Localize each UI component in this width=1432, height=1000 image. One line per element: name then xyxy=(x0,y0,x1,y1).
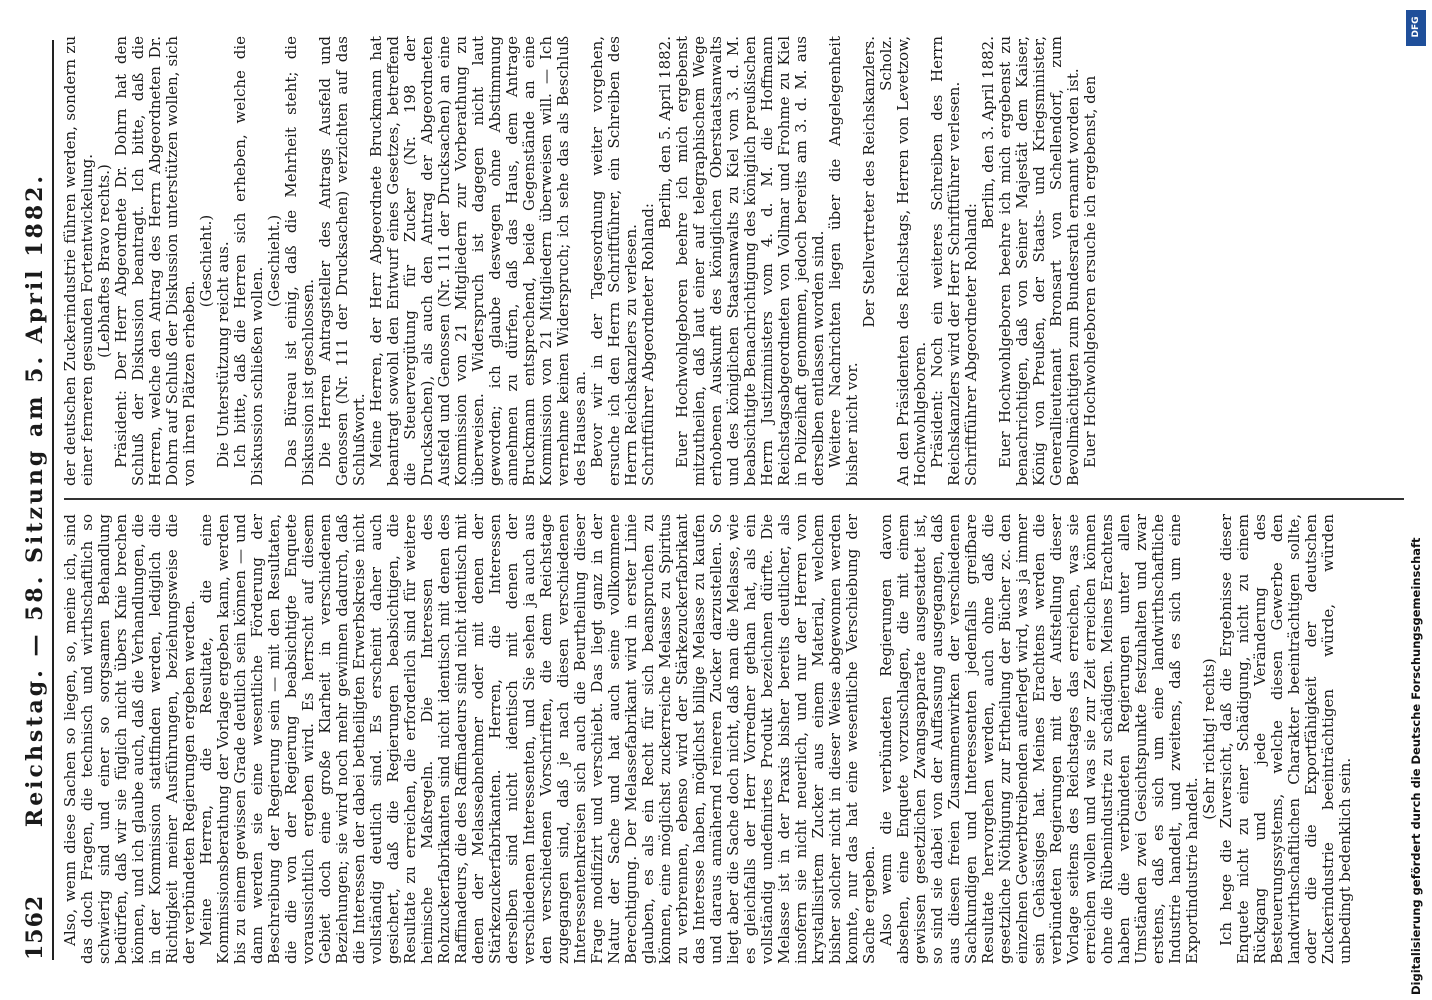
paragraph: Die Unterstützung reicht aus. xyxy=(214,241,232,468)
paragraph: Euer Hochwohlgeboren ersuche ich ergebenst, den xyxy=(1081,75,1099,468)
interjection: (Geschieht.) xyxy=(197,214,215,308)
letter-address: An den Präsidenten des Reichstags, Herren von Levetzow, Hochwohlgeboren. xyxy=(894,36,929,486)
letter-date: Berlin, den 3. April 1882. xyxy=(979,36,997,229)
paragraph: Ich hege die Zuversicht, daß die Ergebnisse dieser Enquete nicht zu einer Schädigung, nicht zu einem Rückgang und jede Veränderung des Besteuerungssystems, welche diesen Gewerbe den landwirthschaftlichen Charakter beeinträchtigen sollte, oder die die Exportfähigkeit der deutschen Zuckerindustrie beeinträchtigen würde, würden unbedingt bedenklich sein. xyxy=(1217,514,1354,964)
running-header xyxy=(8,40,54,960)
paragraph: Das Büreau ist einig, daß die Mehrheit steht; die Diskussion ist geschlossen. xyxy=(282,36,317,486)
paragraph: Meine Herren, die Resultate, die eine Kommissionsberathung der Vorlage ergeben kann, werden bis zu einem gewissen Grade deutlich sein können — und dann werden sie eine wesentliche Förderung der Beschreibung der Regierung sein — mit den Resultaten, die die von der Regierung beabsichtigte Enquete voraussichtlich ergeben wird. Es herrscht auf diesem Gebiet doch eine große Klarheit in verschiedenen Beziehungen; sie wird noch mehr gewinnen dadurch, daß die Interessen der dabei betheiligten Erwerbskreise nicht vollständig deutlich sind. Es erscheint daher auch gesichert, daß die Regierungen beabsichtigen, die Resultate zu erreichen, die erforderlich sind für weitere heimische Maßregeln. Die Interessen des Rohzuckerfabrikanten sind nicht identisch mit denen des Raffinadeurs, die des Raffinadeurs sind nicht identisch mit denen der Melasseabnehmer oder mit denen der Stärkezuckerfabrikanten. Herren, die Interessen derselben sind nicht identisch mit denen der verschiedenen Interessenten, und Sie sehen ja auch aus den verschiedenen Vorschriften, die dem Reichstage zugegangen sind, daß je nach diesen verschiedenen Interessentenkreisen sich auch die Beurtheilung dieser Frage modifizirt und verschiebt. Das liegt ganz in der Natur der Sache und hat auch seine vollkommene Berechtigung. Der Melassefabrikant wird in erster Linie glauben, es als ein Recht für sich beanspruchen zu können, eine möglichst zuckerreiche Melasse zu Spiritus zu verbrennen, ebenso wird der Stärkezuckerfabrikant das Interesse haben, möglichst billige Melasse zu kaufen und daraus annähernd reineren Zucker darzustellen. So liegt aber die Sache doch nicht, daß man die Melasse, wie es gleichfalls der Herr Vorredner gethan hat, als ein vollständig undefinirtes Produkt bezeichnen dürfte. Die Melasse ist in der Praxis bisher bereits deutlicher, als insofern sie nicht neuerlich, und nur der Herren von krystallisirtem Zucker aus einem Material, welchem bisher solcher nicht in dieser Weise abgewonnen werden konnte, nur das hat eine wesentliche Verschiebung der Sache ergeben. xyxy=(197,514,878,964)
funding-note: Digitalisierung gefördert durch die Deutsche Forschungsgemeinschaft xyxy=(1409,537,1423,995)
left-column xyxy=(62,514,1354,964)
paragraph: Euer Hochwohlgeboren beehre ich mich ergebenst mitzutheilen, daß laut einer auf telegraphischem Wege erhobenen Auskunft des königlichen Oberstaatsanwalts und des königlichen Staatsanwalts zu Kiel vom 3. d. M. beabsichtigte Benachrichtigung des königlich preußischen Herrn Justizministers vom 4. d. M. die Hoffmann Reichstagsabgeordneten von Vollmar und Frohme zu Kiel in Polizeihaft genommen, jedoch bereits am 3. d. M. aus derselben entlassen worden sind. xyxy=(673,36,827,486)
speaker-line: Schriftführer Abgeordneter Rohland: xyxy=(639,203,657,486)
letter-signature-title: Der Stellvertreter des Reichskanzlers. xyxy=(860,36,878,328)
paragraph: Euer Hochwohlgeboren beehre ich mich ergebenst zu benachrichtigen, daß von Seiner Majestät dem Kaiser, König von Preußen, der Staats- und Kriegsminister, Generallieutenant Bronsart von Schellendorf, zum Bevollmächtigten zum Bundesrath ernannt worden ist. xyxy=(996,36,1082,486)
paragraph: Präsident: Der Herr Abgeordnete Dr. Dohrn hat den Schluß der Diskussion beantragt. Ich bitte, daß die Herren, welche den Antrag des Herrn Abgeordneten Dr. Dohrn auf Schluß der Diskussion unterstützen wollen, sich von ihren Plätzen erheben. xyxy=(112,36,198,486)
speaker-line: Schriftführer Abgeordneter Rohland: xyxy=(962,203,980,486)
column-divider xyxy=(64,498,1404,500)
page-title: Reichstag. — 58. Sitzung am 5. April 1882. xyxy=(22,172,48,828)
paragraph: Also, wenn diese Sachen so liegen, so, meine ich, sind das doch Fragen, die technisch und wirthschaftlich so schwierig sind und einer so sorgsamen Behandlung bedürfen, daß wir sie füglich nicht übers Knie brechen können, und ich glaube auch, daß die Verhandlungen, die in der Kommission stattfinden werden, lediglich die Richtigkeit meiner Ausführungen, beziehungsweise die der verbündeten Regierungen ergeben werden. xyxy=(61,514,198,964)
digitization-note xyxy=(1402,10,1430,995)
paragraph: der deutschen Zuckerindustrie führen werden, sondern zu einer ferneren gesunden Fortentwickelung. xyxy=(61,36,96,486)
paragraph: Präsident: Noch ein weiteres Schreiben des Herrn Reichskanzlers wird der Herr Schriftführer verlesen. xyxy=(928,36,963,486)
interjection: (Geschieht.) xyxy=(265,214,283,308)
letter-date: Berlin, den 5. April 1882. xyxy=(656,36,674,229)
paragraph: Bevor wir in der Tagesordnung weiter vorgehen, ersuche ich den Herrn Schriftführer, ein Schreiben des Herrn Reichskanzlers zu verlesen. xyxy=(588,36,640,486)
paragraph: Also wenn die verbündeten Regierungen davon absehen, eine Enquete vorzuschlagen, die mit einem gewissen gesetzlichen Zwangsapparate ausgestattet ist, so sind sie dabei von der Auffassung ausgegangen, daß aus diesen freien Zusammenwirken der verschiedenen Sachkundigen und Interessenten jedenfalls greifbare Resultate hervorgehen werden, auch ohne daß die gesetzliche Nöthigung zur Ertheilung der Bücher zc. den einzelnen Gewerbtreibenden auferlegt wird, was ja immer sein Gehässiges hat. Meines Erachtens werden die verbündeten Regierungen mit der Aufstellung dieser Vorlage seitens des Reichstages das erreichen, was sie erreichen wollen und was sie zur Zeit erreichen können ohne die Rübenindustrie zu schädigen. Meines Erachtens haben die verbündeten Regierungen unter allen Umständen zwei Gesichtspunkte festzuhalten und zwar erstens, daß es sich um eine landwirthschaftliche Industrie handelt, und zweitens, daß es sich um eine Exportindustrie handelt. xyxy=(877,514,1201,964)
interjection: (Lebhaftes Bravo rechts.) xyxy=(95,164,113,358)
right-column xyxy=(62,36,1099,486)
paragraph: Meine Herren, der Herr Abgeordnete Bruckmann hat beantragt sowohl den Entwurf eines Gesetzes, betreffend die Steuervergütung für Zucker (Nr. 198 der Drucksachen), als auch den Antrag der Abgeordneten Ausfeld und Genossen (Nr. 111 der Drucksachen) an eine Kommission von 21 Mitgliedern zur Vorberathung zu überweisen. Widerspruch ist dagegen nicht laut geworden; ich glaube deswegen ohne Abstimmung annehmen zu dürfen, daß das Haus, dem Antrage Bruckmann entsprechend, beide Gegenstände an eine Kommission von 21 Mitgliedern überweisen will. — Ich vernehme keinen Widerspruch; ich sehe das als Beschluß des Hauses an. xyxy=(367,36,589,486)
paragraph: Die Herren Antragsteller des Antrags Ausfeld und Genossen (Nr. 111 der Drucksachen) verzichten auf das Schlußwort. xyxy=(316,36,368,486)
dfg-logo: DFG xyxy=(1406,10,1426,46)
paragraph: Weitere Nachrichten liegen über die Angelegenheit bisher nicht vor. xyxy=(826,36,861,486)
interjection: (Sehr richtig! rechts) xyxy=(1200,658,1218,820)
letter-signature: Scholz. xyxy=(877,36,895,91)
page-number: 1562 xyxy=(22,894,48,960)
paragraph: Ich bitte, daß die Herren sich erheben, welche die Diskussion schließen wollen. xyxy=(231,36,266,486)
